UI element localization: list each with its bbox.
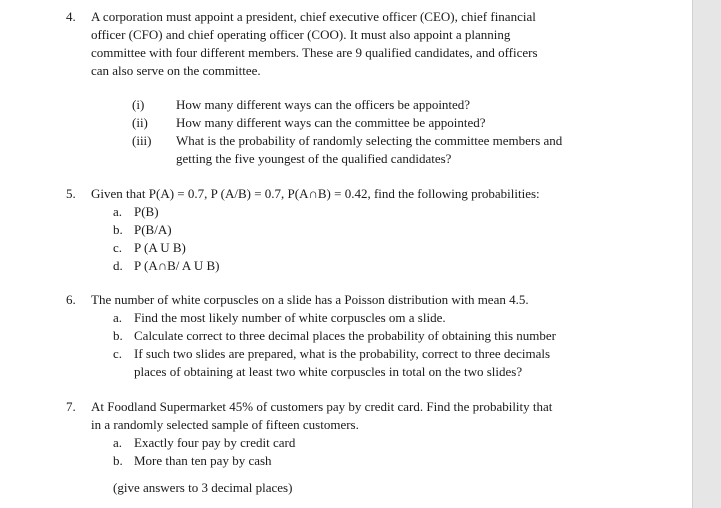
part-label: a. [113, 435, 123, 450]
text-line: officer (CFO) and chief operating officer (COO). It must also appoint a planning [91, 27, 511, 42]
part-label: d. [113, 258, 123, 273]
part-text: P (A∩B/ A U B) [134, 258, 220, 273]
part-label: (iii) [132, 133, 152, 148]
part-text: If such two slides are prepared, what is the probability, correct to three decimals [134, 346, 551, 361]
part-label: (i) [132, 97, 145, 112]
part-text: places of obtaining at least two white corpuscles in total on the two slides? [134, 364, 523, 379]
question-number: 4. [66, 9, 76, 24]
part-text: P(B/A) [134, 222, 172, 237]
part-text: More than ten pay by cash [134, 453, 272, 468]
part-label: b. [113, 328, 123, 343]
text-line: At Foodland Supermarket 45% of customers pay by credit card. Find the probability that [91, 399, 553, 414]
part-text: Calculate correct to three decimal places the probability of obtaining this number [134, 328, 556, 343]
question-5-text: Given that P(A) = 0.7, P (A/B) = 0.7, P(A∩B) = 0.42, find the following probabilities: [91, 186, 540, 201]
question-4-text [91, 8, 626, 80]
part-label: b. [113, 222, 123, 237]
question-7-note [113, 479, 292, 497]
part-text: Find the most likely number of white corpuscles om a slide. [134, 310, 446, 325]
text-line: committee with four different members. These are 9 qualified candidates, and officers [91, 45, 538, 60]
text-line: in a randomly selected sample of fifteen customers. [91, 417, 359, 432]
part-text: How many different ways can the officers be appointed? [176, 97, 471, 112]
question-number: 7. [66, 399, 76, 414]
part-text: getting the five youngest of the qualified candidates? [176, 151, 452, 166]
part-label: c. [113, 240, 123, 255]
part-text: P(B) [134, 204, 159, 219]
part-label: c. [113, 346, 123, 361]
part-label: (ii) [132, 115, 148, 130]
note-text: (give answers to 3 decimal places) [113, 480, 293, 495]
part-label: a. [113, 204, 123, 219]
part-label: a. [113, 310, 123, 325]
question-6-text: The number of white corpuscles on a slide has a Poisson distribution with mean 4.5. [91, 292, 529, 307]
part-text: How many different ways can the committee be appointed? [176, 115, 486, 130]
text-line: can also serve on the committee. [91, 63, 261, 78]
part-text: Exactly four pay by credit card [134, 435, 296, 450]
part-label: b. [113, 453, 123, 468]
question-number: 6. [66, 292, 76, 307]
part-text: What is the probability of randomly selecting the committee members and [176, 133, 563, 148]
text-line: A corporation must appoint a president, chief executive officer (CEO), chief financial [91, 9, 536, 24]
question-number: 5. [66, 186, 76, 201]
vertical-scrollbar[interactable] [692, 0, 721, 508]
part-text: P (A U B) [134, 240, 186, 255]
